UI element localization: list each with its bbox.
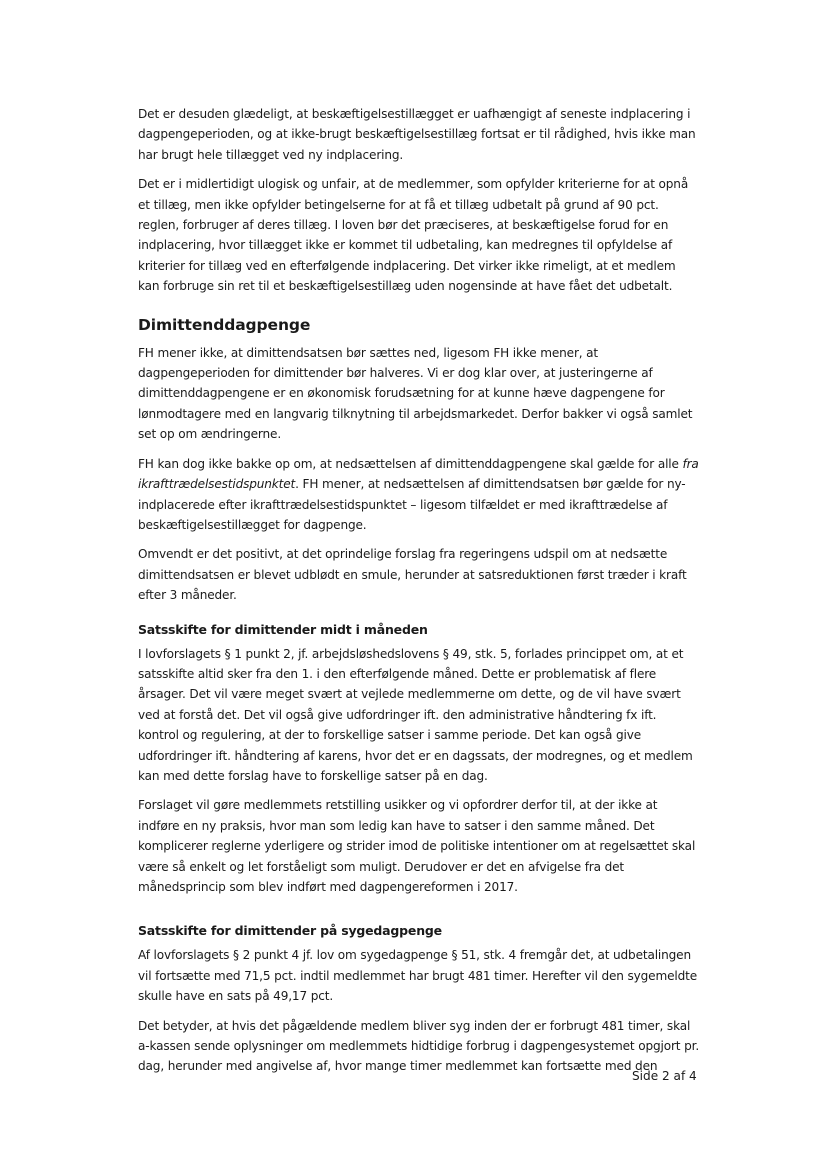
text-run: . FH mener, at nedsættelsen af dimittendsatsen bør gælde for ny-indplacerede efter ikrafttrædelsestidspunktet – ligesom tilfældet er med ikrafttrædelse af beskæftigelsestillægget for dagpenge. [138,477,686,532]
document-page [138,104,700,1077]
text-run: FH kan dog ikke bakke op om, at nedsættelsen af dimittenddagpengene skal gælde for alle [138,456,683,471]
subheading-satsskifte-midt: Satsskifte for dimittender midt i måneden [138,621,428,637]
paragraph-dimittendsats: FH mener ikke, at dimittendsatsen bør sættes ned, ligesom FH ikke mener, at dagpengeperioden for dimittender bør halveres. Vi er dog klar over, at justeringerne af dimittenddagpengene er en økonomisk forudsætning for at kunne hæve dagpengene for lønmodtagere med en langvarig tilknytning til arbejdsmarkedet. Derfor bakker vi også samlet set op om ændringerne. [138,345,693,442]
paragraph-lovforslag-paragraf-2: Af lovforslagets § 2 punkt 4 jf. lov om sygedagpenge § 51, stk. 4 fremgår det, at udbetalingen vil fortsætte med 71,5 pct. indtil medlemmet har brugt 481 timer. Herefter vil den sygemeldte skulle have en sats på 49,17 pct. [138,948,698,1004]
section-heading-dimittenddagpenge: Dimittenddagpenge [138,315,311,334]
paragraph-retstilling: Forslaget vil gøre medlemmets retstilling usikker og vi opfordrer derfor til, at der ikke at indføre en ny praksis, hvor man som ledig kan have to satser i den samme måned. Det komplicerer reglerne yderligere og strider imod de politiske intentioner om at regelsættet skal være så enkelt og let forståeligt som muligt. Derudover er det en afvigelse fra det månedsprincip som blev indført med dagpengereformen i 2017. [138,798,696,894]
paragraph-unfair-forbrug: Det er i midlertidigt ulogisk og unfair, at de medlemmer, som opfylder kriterierne for at opnå et tillæg, men ikke opfylder betingelserne for at få et tillæg udbetalt på grund af 90 pct. reglen, forbruger af deres tillæg. I loven bør det præciseres, at beskæftigelse forud for en indplacering, hvor tillægget ikke er kommet til udbetaling, kan medregnes til opfyldelse af kriterier for tillæg ved en efterfølgende indplacering. Det virker ikke rimeligt, at et medlem kan forbruge sin ret til et beskæftigelsestillæg uden nogensinde at have fået det udbetalt. [138,177,689,294]
paragraph-udspil: Omvendt er det positivt, at det oprindelige forslag fra regeringens udspil om at nedsætte dimittendsatsen er blevet udblødt en smule, herunder at satsreduktionen først træder i kraft efter 3 måneder. [138,547,687,603]
paragraph-lovforslag-paragraf-1: I lovforslagets § 1 punkt 2, jf. arbejdsløshedslovens § 49, stk. 5, forlades princippet om, at et satsskifte altid sker fra den 1. i den efterfølgende måned. Dette er problematisk af flere årsager. Det vil være meget svært at vejlede medlemmerne om dette, og de vil have svært ved at forstå det. Det vil også give udfordringer ift. den administrative håndtering fx ift. kontrol og regulering, at der to forskellige satser i samme periode. Det kan også give udfordringer ift. håndtering af karens, hvor det er en dagssats, der modregnes, og et medlem kan med dette forslag have to forskellige satser på en dag. [138,646,693,783]
subheading-satsskifte-syge: Satsskifte for dimittender på sygedagpenge [138,923,442,939]
paragraph-ikrafttraedelse [138,454,700,536]
paragraph-forbrug-481-timer: Det betyder, at hvis det pågældende medlem bliver syg inden der er forbrugt 481 timer, skal a-kassen sende oplysninger om medlemmets hidtidige forbrug i dagpengesystemet opgjort pr. dag, herunder med angivelse af, hvor mange timer medlemmet kan fortsætte med den [138,1018,700,1074]
page-number: Side 2 af 4 [632,1069,697,1083]
paragraph-beskaeftigelsestillaeg: Det er desuden glædeligt, at beskæftigelsestillægget er uafhængigt af seneste indplacering i dagpengeperioden, og at ikke-brugt beskæftigelsestillæg fortsat er til rådighed, hvis ikke man har brugt hele tillægget ved ny indplacering. [138,107,696,162]
italic-text-run: fra ikrafttrædelsestidspunktet [138,456,699,492]
